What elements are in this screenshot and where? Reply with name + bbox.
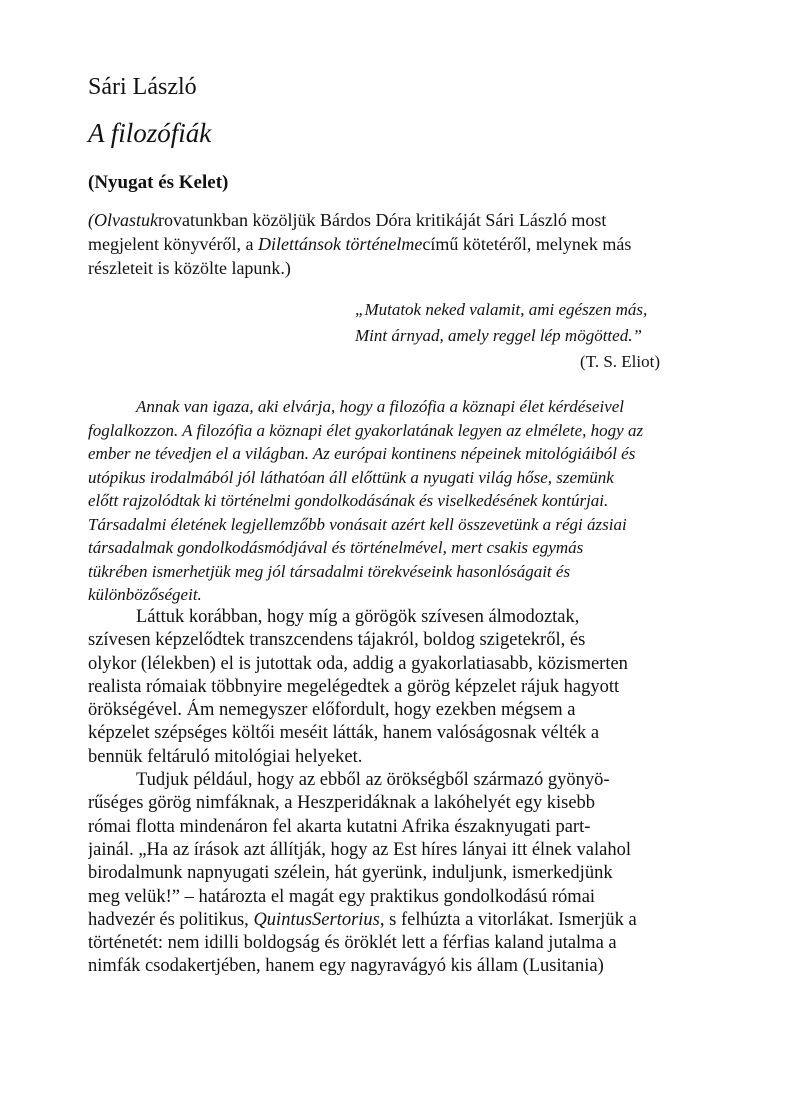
editor-note-line xyxy=(88,208,708,232)
abstract-paragraph xyxy=(88,395,688,607)
body-line: bennük feltáruló mitológiai helyeket. xyxy=(88,746,363,767)
article-title: A filozófiák xyxy=(88,118,212,148)
body-line: rűséges görög nimfáknak, a Heszperidáknak a lakóhelyét egy kisebb xyxy=(88,793,596,814)
abstract-line: előtt rajzolódtak ki történelmi gondolkodásának és viselkedésének kontúrjai. xyxy=(88,491,609,510)
body-line: Tudjuk például, hogy az ebből az örökségből származó gyönyö- xyxy=(136,770,610,791)
body-line: birodalmunk napnyugati szélein, hát gyerünk, induljunk, ismerkedjünk xyxy=(88,863,613,884)
editor-note-text: megjelent könyvéről, a xyxy=(88,234,258,254)
body-text-segment: hadvezér és politikus, xyxy=(88,909,254,930)
article-subtitle: (Nyugat és Kelet) xyxy=(88,172,229,193)
epigraph-line: Mint árnyad, amely reggel lép mögötted.” xyxy=(355,326,642,345)
body-line: meg velük!” – határozta el magát egy praktikus gondolkodású római xyxy=(88,886,596,907)
abstract-line: különbözőségeit. xyxy=(88,585,202,604)
abstract-line: Annak van igaza, aki elvárja, hogy a filozófia a köznapi élet kérdéseivel xyxy=(136,397,625,416)
body-text xyxy=(88,606,698,979)
abstract-line: foglalkozzon. A filozófia a köznapi élet gyakorlatának legyen az elmélete, hogy az xyxy=(88,420,644,440)
editor-note-line xyxy=(88,232,708,256)
epigraph-line: „Mutatok neked valamit, ami egészen más, xyxy=(355,300,648,319)
body-line: nimfák csodakertjében, hanem egy nagyravágyó kis állam (Lusitania) xyxy=(88,956,604,977)
abstract-line: Társadalmi életének legjellemzőbb vonásait azért kell összevetünk a régi ázsiai xyxy=(88,514,627,534)
body-line: történetét: nem idilli boldogság és öröklét lett a férfias kaland jutalma a xyxy=(88,933,617,954)
body-text-segment: , s felhúzta a vitorlákat. Ismerjük a xyxy=(379,909,637,930)
abstract-line: társadalmak gondolkodásmódjával és történelmével, mert csakis egymás xyxy=(88,538,584,557)
body-line: Láttuk korábban, hogy míg a görögök szívesen álmodoztak, xyxy=(136,607,580,627)
column-name: (Olvastuk xyxy=(88,210,158,230)
abstract-line: ember ne tévedjen el a világban. Az európai kontinens népeinek mitológiáiból és xyxy=(88,444,636,463)
book-title: Dilettánsok történelme xyxy=(257,234,423,254)
body-line: szívesen képzelődtek transzcendens tájakról, boldog szigetekről, és xyxy=(88,630,586,651)
body-line: képzelet szépséges költői meséit látták, hanem valóságosnak vélték a xyxy=(88,723,600,744)
editor-note-text: című kötetéről, melynek más xyxy=(422,234,632,254)
author-name: Sári László xyxy=(88,74,197,100)
editor-note-line: részleteit is közölte lapunk.) xyxy=(88,258,291,278)
epigraph xyxy=(355,297,660,375)
body-line: örökségével. Ám nemegyszer előfordult, hogy ezekben mégsem a xyxy=(88,700,576,721)
editor-note xyxy=(88,208,708,280)
abstract-line: tükrében ismerhetjük meg jól társadalmi törekvéseink hasonlóságait és xyxy=(88,561,571,581)
body-line: jainál. „Ha az írások azt állítják, hogy az Est híres lányai itt élnek valahol xyxy=(88,839,631,860)
body-line: realista rómaiak többnyire megelégedtek a görög képzelet rájuk hagyott xyxy=(88,676,620,697)
abstract-line: utópikus irodalmából jól láthatóan áll előttünk a nyugati világ hőse, szemünk xyxy=(88,467,614,487)
editor-note-text: rovatunkban közöljük Bárdos Dóra kritikáját Sári László most xyxy=(157,210,607,230)
body-line: római flotta mindenáron fel akarta kutatni Afrika északnyugati part- xyxy=(88,816,591,837)
body-line xyxy=(88,909,698,932)
epigraph-attribution: (T. S. Eliot) xyxy=(580,352,660,371)
person-name: QuintusSertorius xyxy=(253,909,380,930)
body-line: olykor (lélekben) el is jutottak oda, addig a gyakorlatiasabb, közismerten xyxy=(88,653,628,674)
